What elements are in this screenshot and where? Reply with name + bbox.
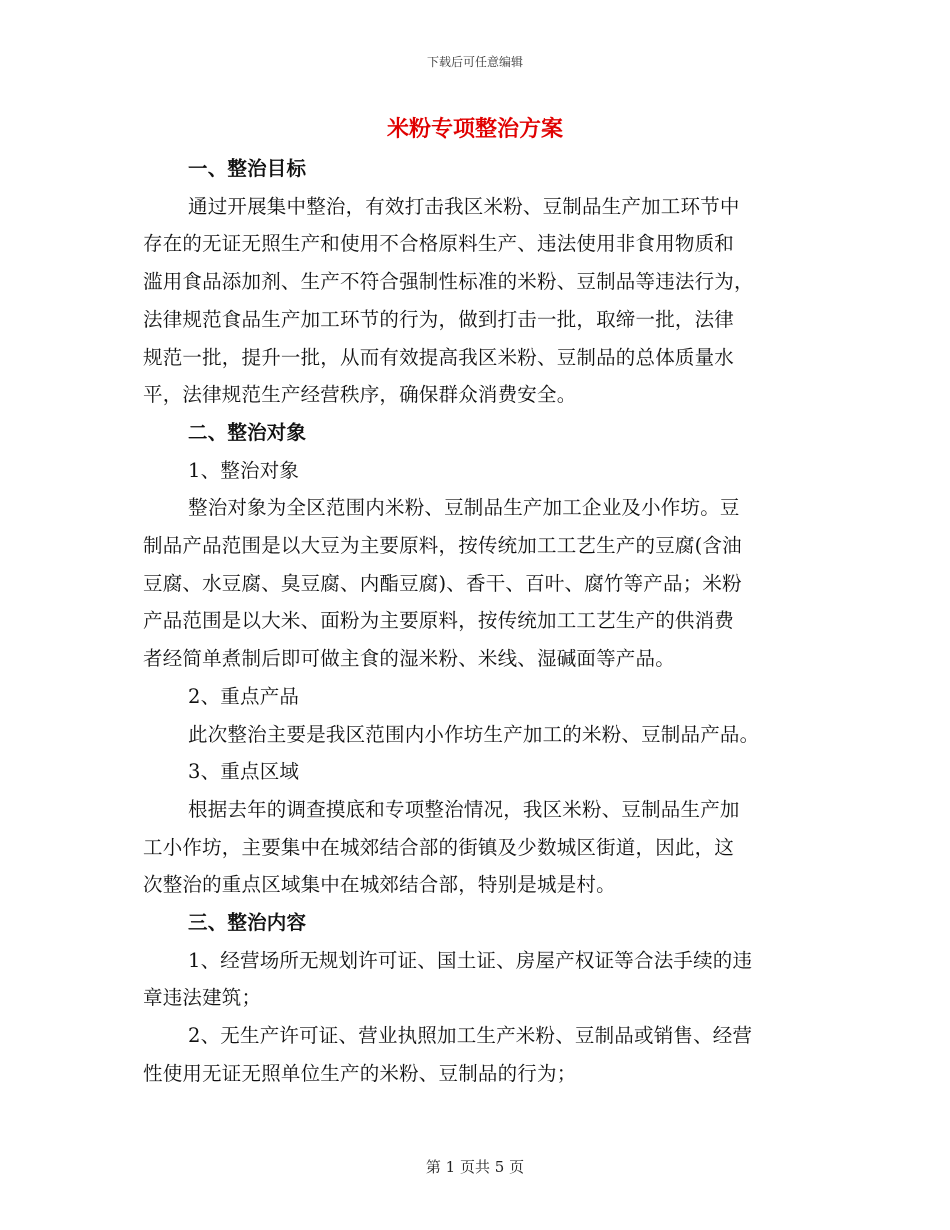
body-text-line: 滥用食品添加剂、生产不符合强制性标准的米粉、豆制品等违法行为，	[143, 270, 754, 294]
page-footer: 第 1 页共 5 页	[425, 1158, 525, 1176]
body-text-line: 法律规范食品生产加工环节的行为，做到打击一批，取缔一批，法律	[143, 307, 735, 331]
document-body	[143, 150, 815, 1093]
body-text-line: 2、重点产品	[188, 684, 300, 708]
body-text-line: 此次整治主要是我区范围内小作坊生产加工的米粉、豆制品产品。	[188, 722, 760, 746]
body-text-line: 通过开展集中整治，有效打击我区米粉、豆制品生产加工环节中	[188, 194, 740, 218]
body-text-line: 1、经营场所无规划许可证、国土证、房屋产权证等合法手续的违	[188, 948, 753, 972]
body-text-line: 3、重点区域	[188, 760, 300, 784]
body-text-line: 规范一批，提升一批，从而有效提高我区米粉、豆制品的总体质量水	[143, 345, 735, 369]
body-text-line: 者经简单煮制后即可做主食的湿米粉、米线、湿碱面等产品。	[143, 647, 675, 671]
section-heading: 三、整治内容	[188, 911, 307, 935]
body-text-line: 2、无生产许可证、营业执照加工生产米粉、豆制品或销售、经营	[188, 1024, 753, 1048]
body-text-line: 豆腐、水豆腐、臭豆腐、内酯豆腐)、香干、百叶、腐竹等产品；米粉	[143, 571, 742, 595]
body-text-line: 1、整治对象	[188, 458, 300, 482]
body-text-line: 次整治的重点区域集中在城郊结合部，特别是城是村。	[143, 873, 616, 897]
body-text-line: 章违法建筑；	[143, 986, 262, 1010]
section-heading: 二、整治对象	[188, 420, 307, 444]
document-title: 米粉专项整治方案	[386, 116, 563, 142]
body-text-line: 根据去年的调查摸底和专项整治情况，我区米粉、豆制品生产加	[188, 797, 740, 821]
body-text-line: 整治对象为全区范围内米粉、豆制品生产加工企业及小作坊。豆	[188, 496, 740, 520]
body-text-line: 工小作坊，主要集中在城郊结合部的街镇及少数城区街道，因此，这	[143, 835, 735, 859]
body-text-line: 产品范围是以大米、面粉为主要原料，按传统加工工艺生产的供消费	[143, 609, 735, 633]
body-text-line: 制品产品范围是以大豆为主要原料，按传统加工工艺生产的豆腐(含油	[143, 534, 742, 558]
body-text-line: 存在的无证无照生产和使用不合格原料生产、违法使用非食用物质和	[143, 232, 735, 256]
body-text-line: 平，法律规范生产经营秩序，确保群众消费安全。	[143, 383, 577, 407]
body-text-line: 性使用无证无照单位生产的米粉、豆制品的行为；	[143, 1061, 577, 1085]
section-heading: 一、整治目标	[188, 157, 307, 180]
page-header-note: 下载后可任意编辑	[426, 55, 523, 69]
